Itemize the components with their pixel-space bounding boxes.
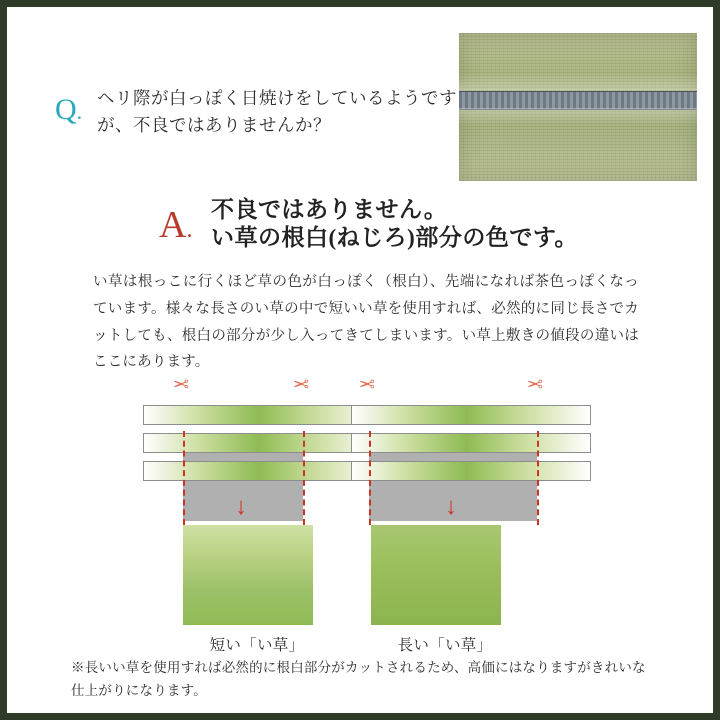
result-color-swatch-long	[371, 525, 501, 625]
down-arrow-icon: ↓	[235, 494, 247, 520]
sun-bleach-highlight-bottom	[459, 108, 697, 126]
answer-body-text: い草は根っこに行くほど草の色が白っぽく（根白）、先端になれば茶色っぽくなっています。様々な長さのい草の中で短いい草を使用すれば、必然的に同じ長さでカットしても、根白の部分が少し入ってきてしまいます。い草上敷きの値段の違いはここにあります。	[93, 274, 639, 371]
question-text: ヘリ際が白っぽく日焼けをしているようですが、不良ではありませんか？	[97, 88, 457, 136]
rush-grass-strand	[351, 405, 591, 425]
rush-grass-strand	[351, 461, 591, 481]
down-arrow-icon: ↓	[445, 494, 457, 520]
rush-grass-strand	[351, 433, 591, 453]
answer-marker-letter: A	[159, 204, 187, 246]
cut-line	[183, 431, 185, 525]
rush-grass-cut-diagram	[7, 367, 713, 657]
question-marker-letter: Q	[55, 93, 77, 126]
sun-bleach-highlight-top	[459, 73, 697, 91]
result-color-swatch-short	[183, 525, 313, 625]
footnote-text: ※長いい草を使用すれば必然的に根白部分がカットされるため、高価にはなりますがきれいな仕上がりになります。	[71, 660, 646, 698]
answer-headline-line1: 不良ではありません。	[211, 197, 448, 222]
tatami-sample-photo	[459, 33, 697, 181]
scissors-icon: ✂	[527, 372, 543, 393]
rush-grass-strand	[143, 461, 383, 481]
question-marker-dot: .	[76, 99, 83, 124]
rush-grass-strand	[143, 405, 383, 425]
cut-line	[537, 431, 539, 525]
diagram-label-short: 短い「い草」	[209, 637, 305, 654]
scissors-icon: ✂	[359, 372, 375, 393]
question-marker	[55, 93, 82, 127]
answer-marker	[159, 203, 192, 247]
rush-grass-strand	[143, 433, 383, 453]
cut-line	[303, 431, 305, 525]
scissors-icon: ✂	[293, 372, 309, 393]
scissors-icon: ✂	[173, 372, 189, 393]
cut-line	[369, 431, 371, 525]
diagram-label-long: 長い「い草」	[397, 637, 493, 654]
answer-headline-line2: い草の根白(ねじろ)部分の色です。	[211, 225, 578, 250]
answer-marker-dot: .	[186, 217, 193, 243]
